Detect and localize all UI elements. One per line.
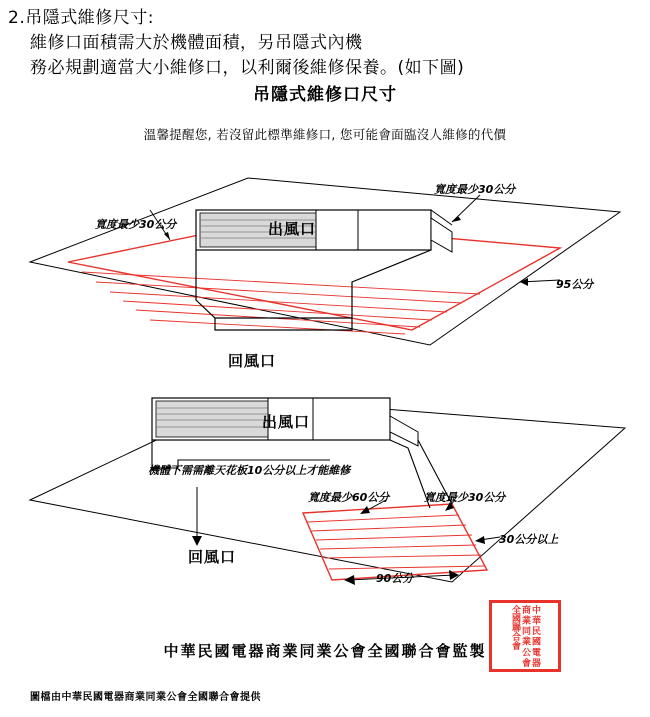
page-title: 吊隱式維修口尺寸: [253, 85, 397, 105]
bottom-width-right-label: 寬度最少30公分: [424, 491, 506, 504]
top-depth-label: 95公分: [556, 278, 594, 291]
official-seal: [489, 600, 561, 672]
top-return-air-label: 回風口: [228, 352, 277, 370]
heading-line-3: 務必規劃適當大小維修口，以利爾後維修保養。(如下圖): [30, 58, 465, 78]
top-ceiling-plane: [30, 178, 620, 345]
bottom-width-left-label: 寬度最少60公分: [308, 491, 390, 504]
footer-source: 圖檔由中華民國電器商業同業公會全國聯合會提供: [30, 692, 261, 703]
top-supply-air-label: 出風口: [268, 220, 317, 238]
top-width-left-label: 寬度最少30公分: [95, 218, 177, 231]
bottom-maintenance-opening: [303, 504, 487, 580]
top-width-right-label: 寬度最少30公分: [434, 183, 516, 196]
footer-credit: 中華民國電器商業同業公會全國聯合會監製: [163, 642, 487, 660]
bottom-length-label: 90公分: [376, 572, 414, 585]
seal-text: 中華民國電器商業同業公會全國聯合會: [510, 605, 540, 667]
bottom-return-air-label: 回風口: [188, 548, 237, 566]
bottom-depth-right-label: 30公分以上: [499, 533, 559, 546]
bottom-supply-air-label: 出風口: [262, 413, 311, 431]
bottom-clearance-label: 機體下需需離天花板10公分以上才能維修: [148, 464, 351, 477]
warning-note: 溫馨提醒您, 若沒留此標準維修口, 您可能會面臨沒人維修的代價: [143, 127, 507, 142]
heading-line-2: 維修口面積需大於機體面積，另吊隱式內機: [30, 33, 363, 53]
heading-line-1: 2.吊隱式維修尺寸:: [8, 8, 154, 28]
